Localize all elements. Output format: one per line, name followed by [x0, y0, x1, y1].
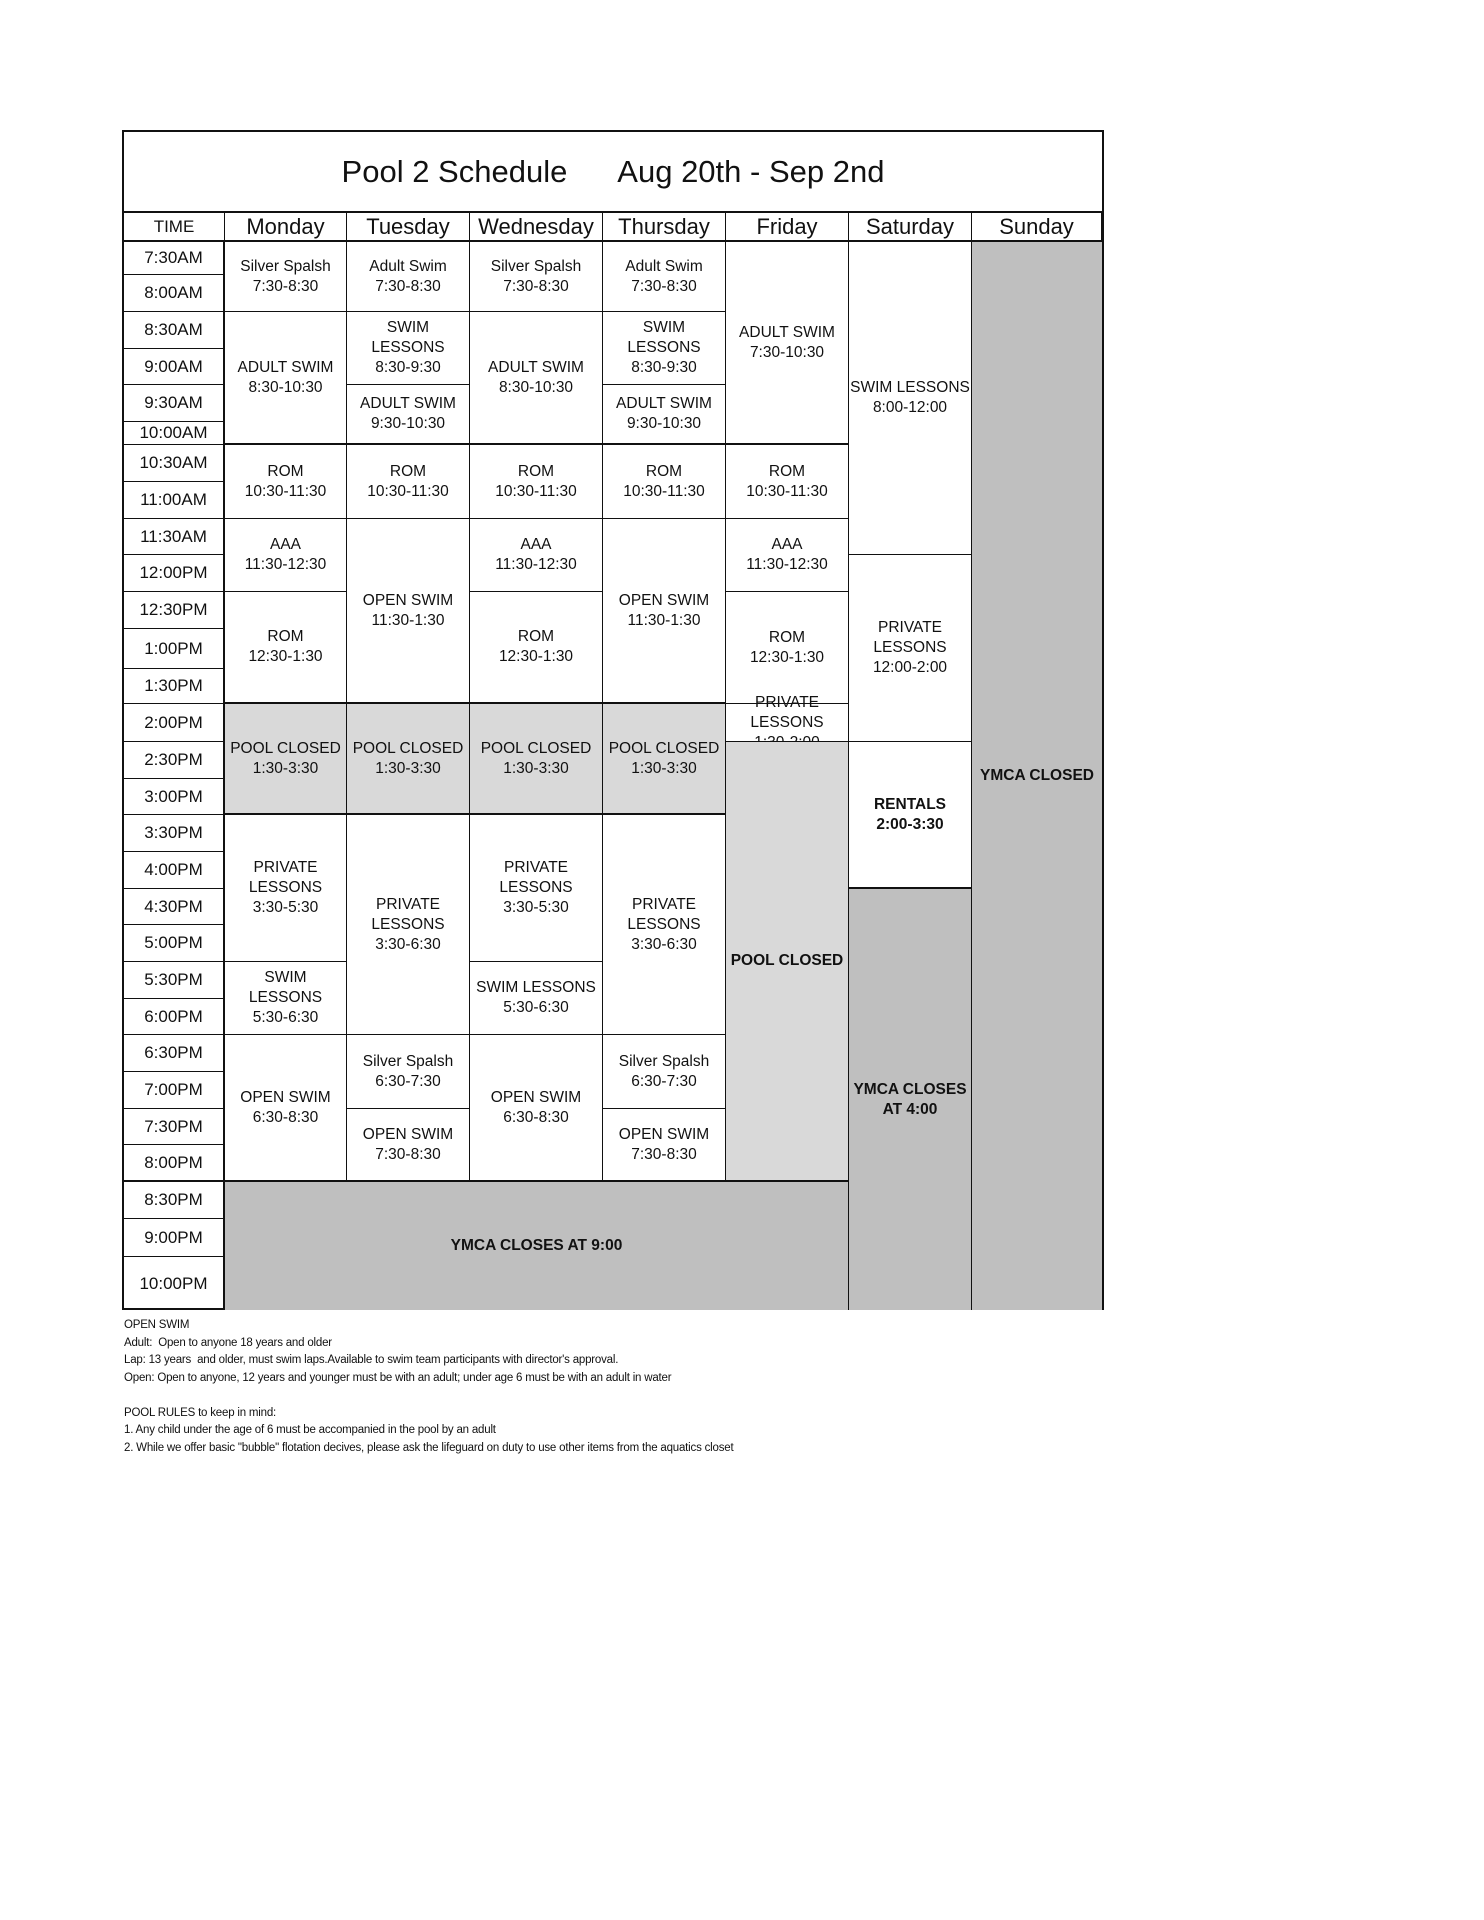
event-label: OPEN SWIM: [490, 1088, 582, 1106]
event-time: 12:30-1:30: [749, 648, 825, 666]
event-label: AAA: [771, 536, 803, 553]
event-label: PRIVATE: [631, 895, 697, 913]
event-label: OPEN SWIM: [618, 591, 710, 609]
event-time: 9:30-10:30: [370, 415, 446, 432]
event-time: 5:30-6:30: [503, 999, 569, 1016]
event-label: Silver Spalsh: [240, 257, 331, 275]
event-block-rom: [470, 445, 603, 519]
event-label: POOL CLOSED: [352, 739, 464, 757]
event-label: Adult Swim: [625, 257, 703, 275]
event-block-aaa: [225, 519, 347, 592]
event-label: Silver Spalsh: [490, 257, 582, 275]
event-block-private: [347, 815, 470, 1035]
day-header-thursday: Thursday: [603, 213, 726, 242]
event-label: YMCA CLOSES: [853, 1080, 967, 1098]
event-time: 3:30-5:30: [503, 899, 569, 916]
event-time: 8:00-12:00: [872, 399, 948, 416]
event-time: 8:30-9:30: [631, 359, 697, 376]
event-label: POOL CLOSED: [730, 952, 844, 969]
time-slot-label: 12:00PM: [124, 555, 225, 592]
event-label: ADULT SWIM: [237, 358, 334, 376]
event-label: SWIM: [264, 969, 307, 986]
event-time: 1:30-3:30: [375, 759, 441, 777]
event-time: 8:30-10:30: [248, 378, 323, 396]
event-time: 6:30-7:30: [375, 1072, 441, 1090]
event-time: 11:30-1:30: [627, 611, 701, 629]
event-block-pool-closed: [225, 704, 347, 815]
time-slot-label: 8:00AM: [124, 275, 225, 312]
event-block-adult-swim: [470, 312, 603, 445]
time-slot-label: 9:00PM: [124, 1219, 225, 1257]
note-line: Open: Open to anyone, 12 years and younger must be with an adult; under age 6 must be with an adult in water: [124, 1371, 672, 1384]
event-block-private: [726, 693, 849, 742]
event-label: Silver Spalsh: [362, 1052, 454, 1070]
event-label: ROM: [389, 462, 427, 480]
event-label: PRIVATE: [253, 859, 318, 876]
event-label: LESSONS: [499, 879, 573, 896]
event-block-private: [849, 555, 972, 742]
event-time: 12:00-2:00: [872, 659, 948, 676]
event-label: ADULT SWIM: [616, 395, 712, 412]
time-slot-label: 6:00PM: [124, 999, 225, 1035]
event-block-adult-swim: [603, 242, 726, 312]
event-time: 11:30-12:30: [495, 556, 577, 573]
event-label: OPEN SWIM: [362, 1125, 454, 1143]
event-time: 11:30-1:30: [371, 611, 445, 629]
event-block-private: [603, 815, 726, 1035]
event-block-aaa: [470, 519, 603, 592]
event-label: YMCA CLOSED: [980, 767, 1094, 784]
event-time: 7:30-8:30: [375, 277, 441, 295]
event-time: 3:30-5:30: [252, 899, 319, 916]
page-title: Pool 2 Schedule Aug 20th - Sep 2nd: [124, 132, 1102, 213]
notes-section: [124, 1317, 733, 1457]
time-slot-label: 2:30PM: [124, 742, 225, 779]
event-block-adult-swim: [726, 242, 849, 445]
event-block-silver-spalsh: [470, 242, 603, 312]
event-block-private: [225, 815, 347, 962]
event-time: 9:30-10:30: [626, 415, 702, 432]
event-time: 12:30-1:30: [498, 648, 574, 665]
time-slot-label: 4:00PM: [124, 852, 225, 889]
event-time: 8:30-9:30: [375, 359, 441, 376]
event-block-ymca-closed: [972, 242, 1102, 1310]
time-slot-label: 2:00PM: [124, 704, 225, 742]
day-header-wednesday: Wednesday: [470, 213, 603, 242]
event-time: 1:30-3:30: [503, 759, 569, 777]
event-time: 5:30-6:30: [252, 1009, 319, 1026]
time-slot-label: 11:30AM: [124, 519, 225, 555]
time-slot-label: 9:00AM: [124, 349, 225, 385]
event-label: LESSONS: [627, 915, 701, 933]
event-time: 6:30-8:30: [252, 1108, 319, 1126]
day-header-saturday: Saturday: [849, 213, 972, 242]
event-block-silver-spalsh: [225, 242, 347, 312]
event-label: ADULT SWIM: [360, 395, 456, 412]
event-label: AAA: [269, 536, 301, 553]
event-block-aaa: [726, 519, 849, 592]
event-time: 7:30-8:30: [252, 277, 319, 295]
note-line: Adult: Open to anyone 18 years and older: [124, 1336, 332, 1349]
event-block-rom: [603, 445, 726, 519]
time-slot-label: 7:00PM: [124, 1072, 225, 1109]
event-label: PRIVATE: [375, 895, 441, 913]
event-label: ROM: [517, 628, 555, 645]
event-label: LESSONS: [873, 639, 947, 656]
event-block-adult-swim: [225, 312, 347, 445]
event-time: 3:30-6:30: [631, 935, 697, 953]
event-block-silver-spalsh: [347, 1035, 470, 1109]
event-block-rom: [726, 445, 849, 519]
event-time: 7:30-10:30: [749, 343, 825, 361]
event-time: 10:30-11:30: [623, 482, 705, 500]
time-slot-label: 3:30PM: [124, 815, 225, 852]
event-time: 1:30-3:30: [631, 759, 697, 777]
event-label: RENTALS: [873, 795, 947, 813]
event-label: PRIVATE: [754, 693, 820, 711]
event-label: LESSONS: [627, 339, 701, 356]
event-block-swim-lessons: [849, 242, 972, 555]
time-slot-label: 3:00PM: [124, 779, 225, 815]
event-label: ROM: [768, 462, 806, 480]
event-label: OPEN SWIM: [618, 1125, 710, 1143]
day-header-friday: Friday: [726, 213, 849, 242]
note-line: 1. Any child under the age of 6 must be accompanied in the pool by an adult: [124, 1424, 496, 1436]
event-label: SWIM: [642, 319, 686, 336]
time-slot-label: 10:30AM: [124, 445, 225, 482]
event-block-rom: [225, 592, 347, 704]
event-block-rom: [347, 445, 470, 519]
event-time: 7:30-8:30: [631, 277, 697, 295]
event-block-open-swim: [225, 1035, 347, 1182]
event-label: LESSONS: [248, 989, 323, 1006]
time-slot-label: 9:30AM: [124, 385, 225, 422]
time-slot-label: 7:30AM: [124, 242, 225, 275]
event-label: SWIM LESSONS: [850, 379, 970, 396]
event-label: SWIM: [386, 319, 430, 336]
event-time: 7:30-8:30: [631, 1145, 697, 1163]
event-block-swim: [603, 312, 726, 385]
time-slot-label: 8:30PM: [124, 1182, 225, 1219]
time-slot-label: 10:00PM: [124, 1257, 225, 1310]
event-label: ROM: [267, 462, 304, 480]
event-time: 6:30-7:30: [631, 1072, 697, 1090]
event-label: ROM: [768, 628, 806, 646]
event-label: LESSONS: [248, 879, 323, 896]
event-label: ADULT SWIM: [739, 323, 835, 341]
event-label: LESSONS: [750, 713, 824, 731]
event-label: ROM: [267, 628, 304, 645]
time-slot-label: 1:00PM: [124, 629, 225, 669]
time-slot-label: 12:30PM: [124, 592, 225, 629]
event-block-open-swim: [603, 1109, 726, 1182]
event-block-adult-swim: [347, 385, 470, 445]
event-block-rentals: [849, 742, 972, 889]
time-slot-label: 5:00PM: [124, 925, 225, 962]
event-time: AT 4:00: [882, 1100, 938, 1118]
event-block-rom: [470, 592, 603, 704]
event-block-private: [470, 815, 603, 962]
event-time: 8:30-10:30: [498, 378, 574, 396]
notes-spacer: [124, 1387, 733, 1405]
event-block-swim-lessons: [470, 962, 603, 1035]
event-time: 11:30-12:30: [244, 556, 327, 573]
event-label: LESSONS: [371, 915, 445, 933]
note-line: POOL RULES to keep in mind:: [124, 1406, 277, 1419]
event-time: 2:00-3:30: [876, 815, 944, 833]
event-block-open-swim: [347, 1109, 470, 1182]
schedule-table: [122, 130, 1104, 1310]
note-line: Lap: 13 years and older, must swim laps.Available to swim team participants with director's approval.: [124, 1354, 619, 1366]
event-label: OPEN SWIM: [362, 591, 454, 609]
event-label: Adult Swim: [369, 257, 447, 275]
event-time: 10:30-11:30: [367, 482, 449, 500]
day-header-tuesday: Tuesday: [347, 213, 470, 242]
event-label: PRIVATE: [503, 859, 569, 876]
event-block-ymca-closes: [849, 889, 972, 1310]
event-block-pool-closed: [470, 704, 603, 815]
event-label: AAA: [520, 536, 552, 553]
event-label: OPEN SWIM: [240, 1088, 331, 1106]
event-block-open-swim: [603, 519, 726, 704]
event-block-adult-swim: [347, 242, 470, 312]
time-slot-label: 11:00AM: [124, 482, 225, 519]
day-header-monday: Monday: [225, 213, 347, 242]
event-time: 7:30-8:30: [503, 277, 569, 295]
event-block-adult-swim: [603, 385, 726, 445]
event-label: ROM: [645, 462, 683, 480]
event-label: POOL CLOSED: [230, 739, 341, 757]
time-slot-label: 10:00AM: [124, 422, 225, 445]
event-time: 10:30-11:30: [244, 482, 327, 500]
note-line: 2. While we offer basic "bubble" flotation decives, please ask the lifeguard on duty to use other items from the aquatics closet: [124, 1441, 734, 1454]
time-slot-label: 8:00PM: [124, 1145, 225, 1182]
event-time: 10:30-11:30: [746, 482, 828, 500]
event-block-rom: [726, 592, 849, 704]
event-label: SWIM LESSONS: [476, 979, 596, 996]
event-label: POOL CLOSED: [608, 739, 720, 757]
event-time: 12:30-1:30: [248, 648, 323, 665]
time-slot-label: 7:30PM: [124, 1109, 225, 1145]
event-block-pool-closed: [726, 742, 849, 1182]
event-time: 3:30-6:30: [375, 935, 441, 953]
note-line: OPEN SWIM: [124, 1319, 190, 1331]
time-slot-label: 6:30PM: [124, 1035, 225, 1072]
event-block-ymca-closes-at-9-00: [225, 1182, 849, 1310]
time-column-header: TIME: [124, 213, 225, 242]
event-time: 10:30-11:30: [495, 482, 577, 500]
event-block-open-swim: [470, 1035, 603, 1182]
time-slot-label: 1:30PM: [124, 669, 225, 704]
time-slot-label: 4:30PM: [124, 889, 225, 925]
time-slot-label: 5:30PM: [124, 962, 225, 999]
event-block-swim: [347, 312, 470, 385]
event-block-swim: [225, 962, 347, 1035]
event-label: Silver Spalsh: [618, 1052, 710, 1070]
event-label: LESSONS: [371, 339, 445, 356]
event-label: YMCA CLOSES AT 9:00: [450, 1237, 623, 1254]
event-block-pool-closed: [347, 704, 470, 815]
day-header-sunday: Sunday: [972, 213, 1102, 242]
time-slot-label: 8:30AM: [124, 312, 225, 349]
event-time: 11:30-12:30: [746, 556, 828, 573]
event-label: POOL CLOSED: [480, 739, 592, 757]
event-time: 6:30-8:30: [503, 1108, 569, 1126]
event-label: PRIVATE: [877, 619, 943, 636]
event-block-pool-closed: [603, 704, 726, 815]
event-label: ADULT SWIM: [488, 358, 584, 376]
event-time: 1:30-3:30: [252, 759, 319, 777]
event-time: 7:30-8:30: [375, 1145, 441, 1163]
event-block-rom: [225, 445, 347, 519]
event-block-silver-spalsh: [603, 1035, 726, 1109]
event-label: ROM: [517, 462, 555, 480]
event-block-open-swim: [347, 519, 470, 704]
